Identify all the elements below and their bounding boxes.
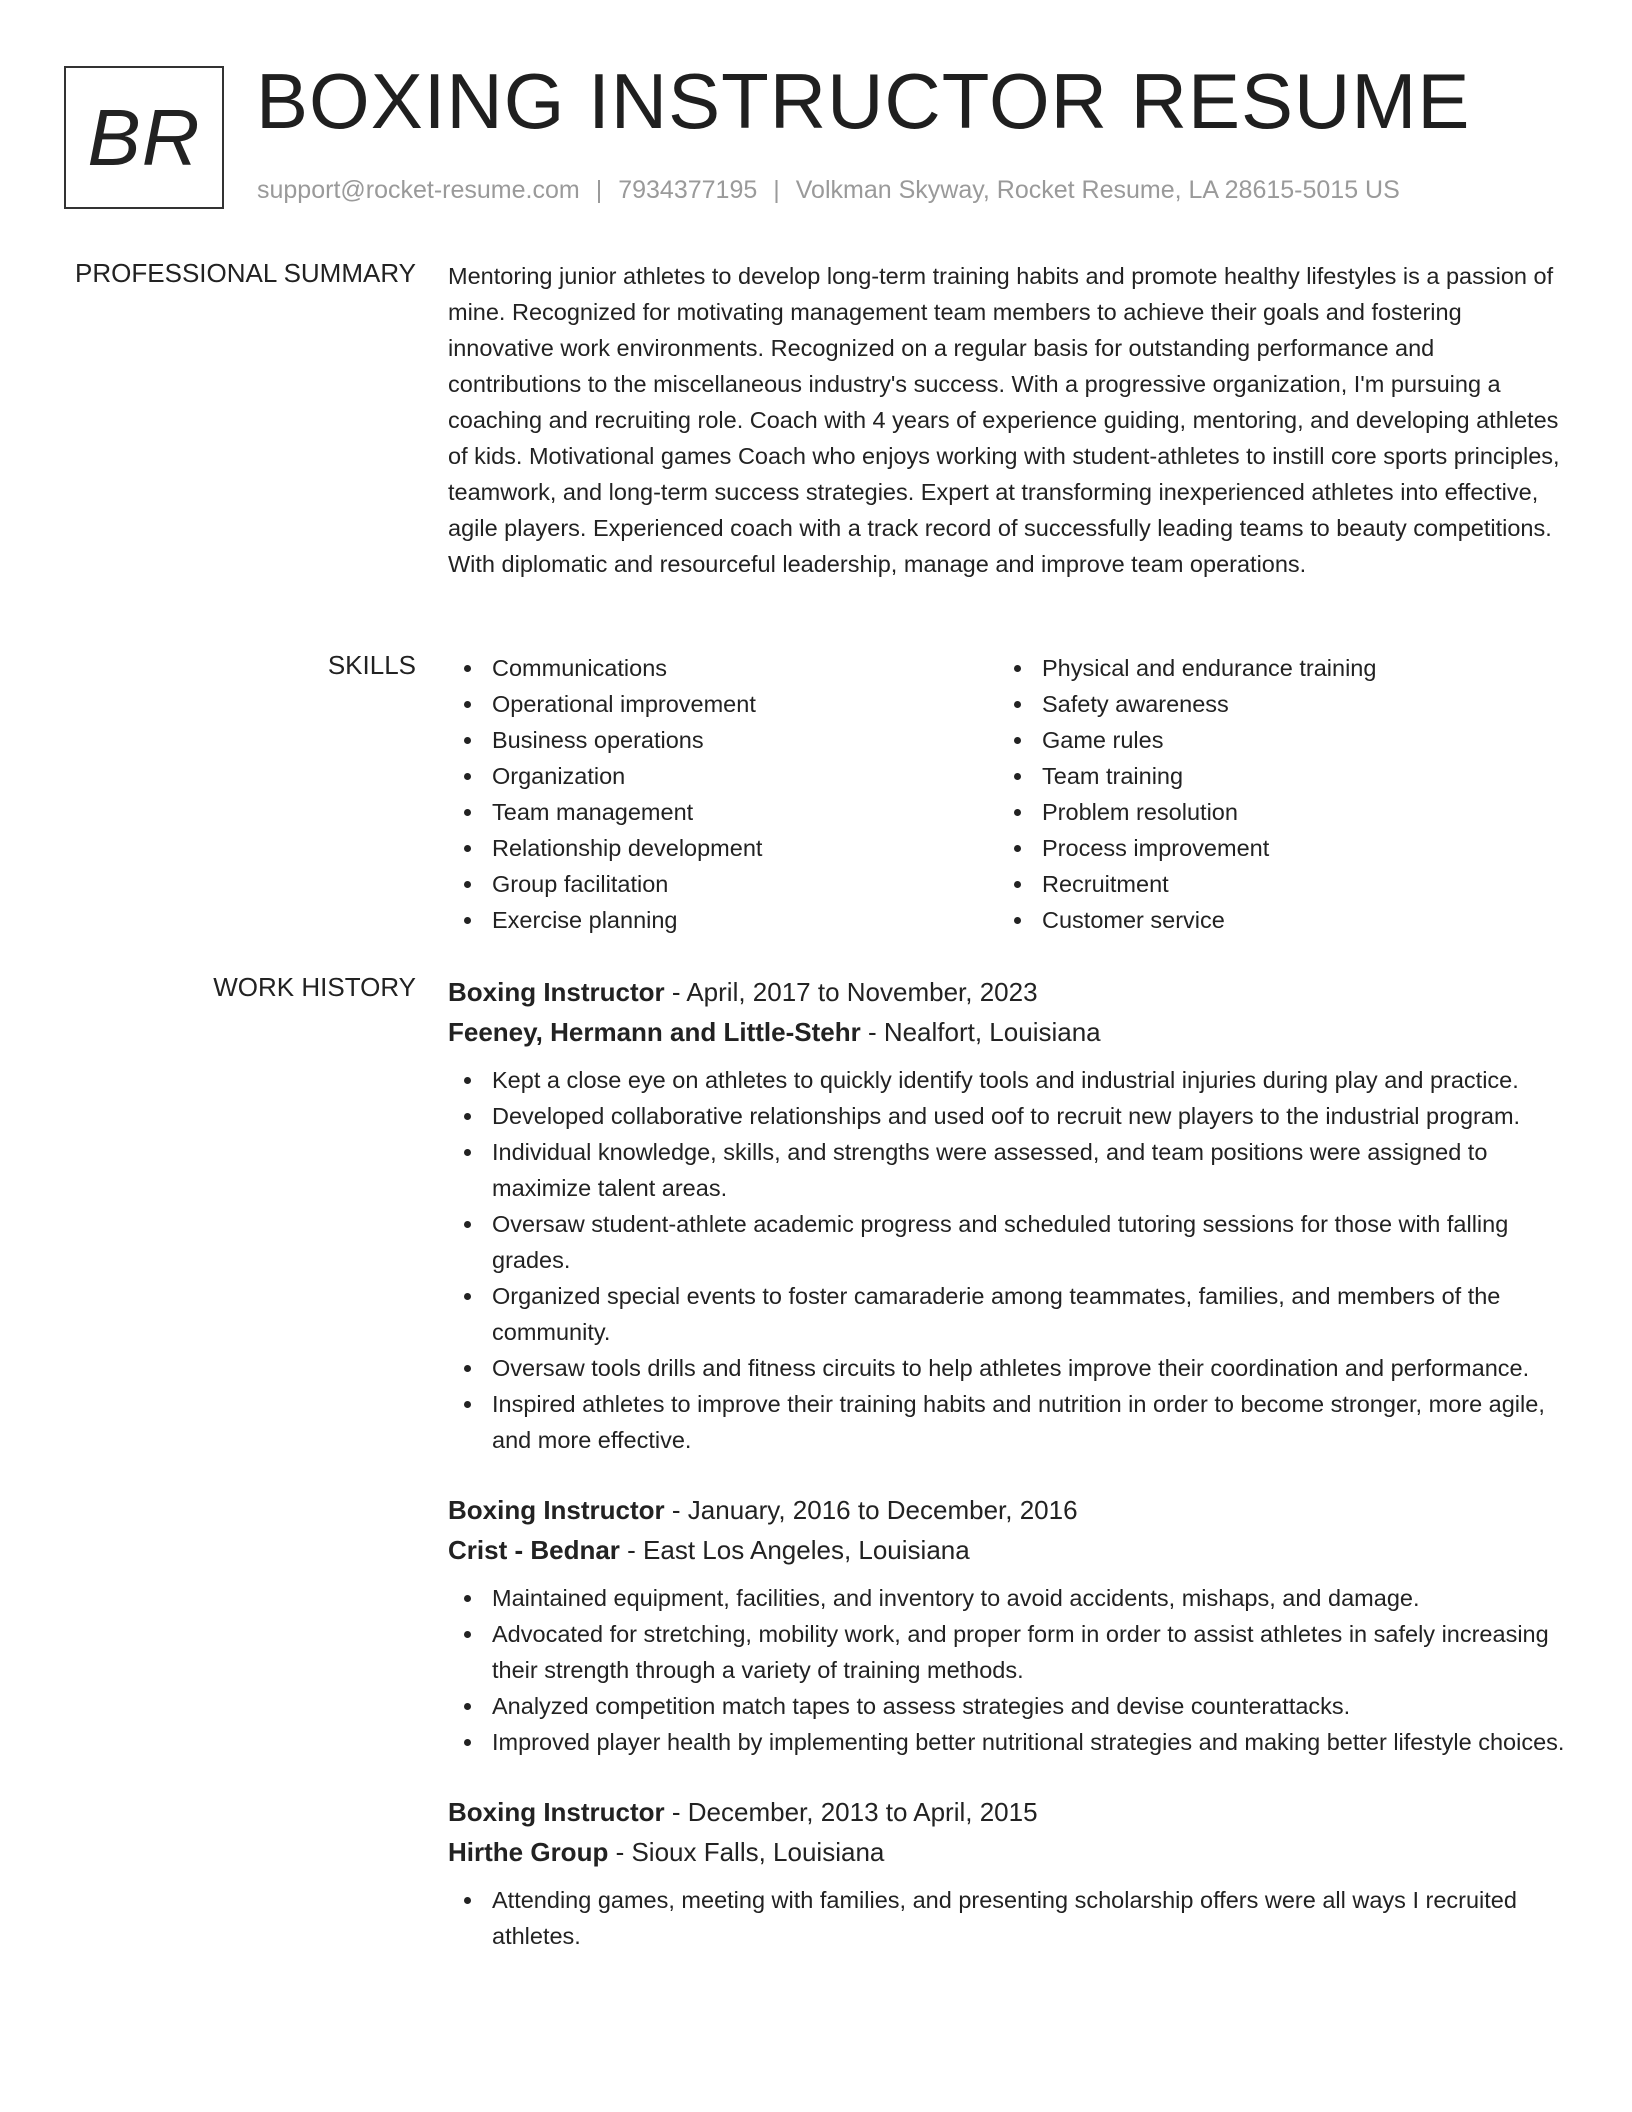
job-dates: - December, 2013 to April, 2015 <box>664 1797 1038 1827</box>
skill-item: Customer service <box>998 902 1548 938</box>
section-title-summary: PROFESSIONAL SUMMARY <box>75 258 416 288</box>
job-duties <box>448 1882 1568 1954</box>
contact-email[interactable]: support@rocket-resume.com <box>257 176 580 204</box>
skill-item: Organization <box>448 758 998 794</box>
contact-phone[interactable]: 7934377195 <box>618 176 758 204</box>
job-role: Boxing Instructor <box>448 977 665 1007</box>
job-role-line <box>448 1792 1568 1832</box>
duty-item: Attending games, meeting with families, and presenting scholarship offers were all ways I recruited athletes. <box>448 1882 1568 1954</box>
skill-item: Operational improvement <box>448 686 998 722</box>
job-entry <box>448 1490 1568 1760</box>
skills-column-left <box>448 650 998 938</box>
contact-separator: | <box>773 176 780 204</box>
duty-item: Organized special events to foster camaraderie among teammates, families, and members of the community. <box>448 1278 1568 1350</box>
skill-item: Exercise planning <box>448 902 998 938</box>
duty-item: Improved player health by implementing better nutritional strategies and making better lifestyle choices. <box>448 1724 1568 1760</box>
skill-item: Business operations <box>448 722 998 758</box>
job-company-line <box>448 1012 1568 1052</box>
skill-item: Physical and endurance training <box>998 650 1548 686</box>
summary-text: Mentoring junior athletes to develop long-term training habits and promote healthy lifestyles is a passion of mine. Recognized for motivating management team members to achieve their goals and fostering innovative work environments. Recognized on a regular basis for outstanding performance and contributions to the miscellaneous industry's success. With a progressive organization, I'm pursuing a coaching and recruiting role. Coach with 4 years of experience guiding, mentoring, and developing athletes of kids. Motivational games Coach who enjoys working with student-athletes to instill core sports principles, teamwork, and long-term success strategies. Expert at transforming inexperienced athletes into effective, agile players. Experienced coach with a track record of successfully leading teams to beauty competitions. With diplomatic and resourceful leadership, manage and improve team operations. <box>448 263 1560 577</box>
duty-item: Developed collaborative relationships and used oof to recruit new players to the industrial program. <box>448 1098 1568 1134</box>
duty-item: Advocated for stretching, mobility work, and proper form in order to assist athletes in safely increasing their strength through a variety of training methods. <box>448 1616 1568 1688</box>
duty-item: Oversaw tools drills and fitness circuits to help athletes improve their coordination and performance. <box>448 1350 1568 1386</box>
duty-item: Analyzed competition match tapes to assess strategies and devise counterattacks. <box>448 1688 1568 1724</box>
job-dates: - April, 2017 to November, 2023 <box>664 977 1038 1007</box>
contact-address: Volkman Skyway, Rocket Resume, LA 28615-5015 US <box>795 176 1400 204</box>
skill-item: Group facilitation <box>448 866 998 902</box>
job-dates: - January, 2016 to December, 2016 <box>664 1495 1078 1525</box>
job-entry <box>448 972 1568 1458</box>
job-location: - Nealfort, Louisiana <box>860 1017 1101 1047</box>
skills-list <box>448 650 1568 938</box>
skill-item: Game rules <box>998 722 1548 758</box>
contact-line <box>257 176 1400 205</box>
skill-item: Process improvement <box>998 830 1548 866</box>
skills-column-right <box>998 650 1548 938</box>
job-company: Feeney, Hermann and Little-Stehr <box>448 1017 861 1047</box>
job-company-line <box>448 1832 1568 1872</box>
job-company-line <box>448 1530 1568 1570</box>
job-location: - East Los Angeles, Louisiana <box>619 1535 970 1565</box>
duty-item: Individual knowledge, skills, and strengths were assessed, and team positions were assigned to maximize talent areas. <box>448 1134 1568 1206</box>
duty-item: Oversaw student-athlete academic progress and scheduled tutoring sessions for those with falling grades. <box>448 1206 1568 1278</box>
contact-separator: | <box>595 176 603 204</box>
job-duties <box>448 1062 1568 1458</box>
duty-item: Kept a close eye on athletes to quickly identify tools and industrial injuries during play and practice. <box>448 1062 1568 1098</box>
section-title-work-history: WORK HISTORY <box>213 972 416 1002</box>
skill-item: Safety awareness <box>998 686 1548 722</box>
skill-item: Problem resolution <box>998 794 1548 830</box>
skill-item: Communications <box>448 650 998 686</box>
job-company: Hirthe Group <box>448 1837 609 1867</box>
job-role-line <box>448 1490 1568 1530</box>
duty-item: Inspired athletes to improve their training habits and nutrition in order to become stronger, more agile, and more effective. <box>448 1386 1568 1458</box>
job-role: Boxing Instructor <box>448 1797 665 1827</box>
duty-item: Maintained equipment, facilities, and inventory to avoid accidents, mishaps, and damage. <box>448 1580 1568 1616</box>
skill-item: Relationship development <box>448 830 998 866</box>
job-duties <box>448 1580 1568 1760</box>
job-location: - Sioux Falls, Louisiana <box>608 1837 885 1867</box>
skill-item: Team management <box>448 794 998 830</box>
skill-item: Team training <box>998 758 1548 794</box>
skill-item: Recruitment <box>998 866 1548 902</box>
page-title: BOXING INSTRUCTOR RESUME <box>256 57 1471 145</box>
job-entry <box>448 1792 1568 1954</box>
job-company: Crist - Bednar <box>448 1535 620 1565</box>
job-role-line <box>448 972 1568 1012</box>
job-role: Boxing Instructor <box>448 1495 665 1525</box>
monogram-logo: BR <box>64 66 224 209</box>
section-title-skills: SKILLS <box>327 650 416 680</box>
work-history-list <box>448 972 1568 1986</box>
